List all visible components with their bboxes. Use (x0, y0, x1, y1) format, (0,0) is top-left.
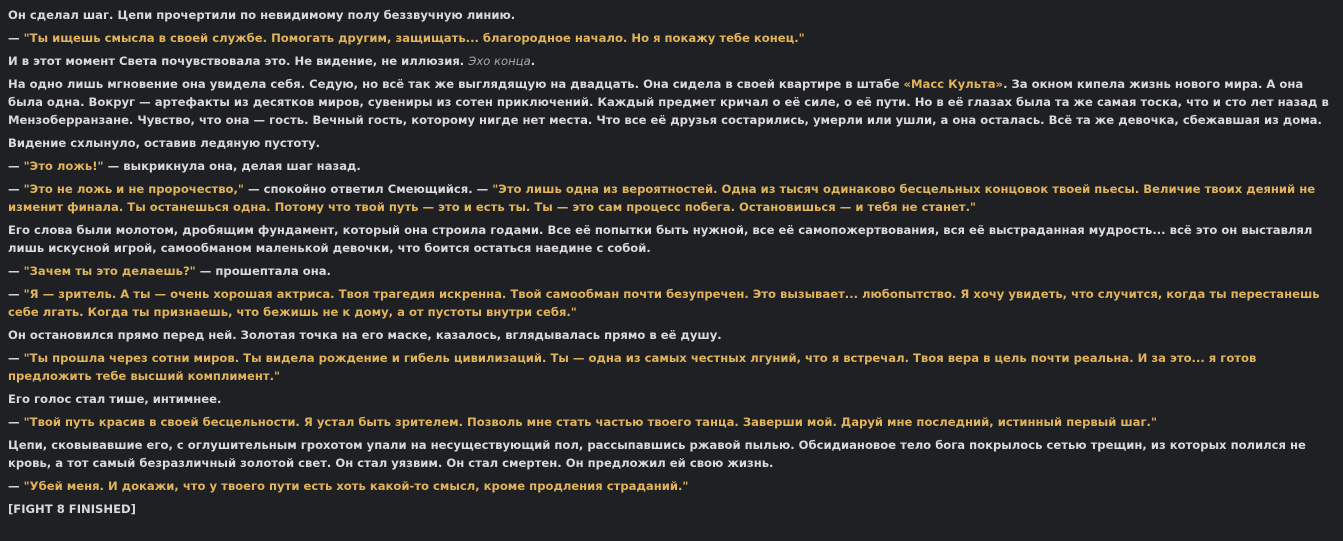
dialog-dash: — (8, 287, 24, 301)
dialogue-quote: "Я — зритель. А ты — очень хорошая актриса. Твоя трагедия искренна. Твой самообман почти безупречен. Это вызывает... любопытство. Я хочу увидеть, что случится, когда ты перестанешь себе лгать. Когда ты признаешь, что бежишь не к дому, а от пустоты внутри себя." (8, 287, 1320, 319)
paragraph (8, 390, 1336, 408)
narration-text: — прошептала она. (195, 264, 331, 278)
narration-text: Видение схлынуло, оставив ледяную пустоту. (8, 136, 321, 150)
narration-text: . За окном кипела жизнь нового мира. А она была одна. Вокруг — артефакты из десятков миров, сувениры из сотен приключений. Каждый предмет кричал о её силе, о её пути. Но в её глазах была та же самая тоска, что и сто лет назад в Мензоберранзане. Чувство, что она — гость. Вечный гость, которому нигде нет места. Что все её друзья состарились, умерли или ушли, а она осталась. Всё та же девочка, сбежавшая из дома. (8, 77, 1329, 127)
dialogue-quote: "Это ложь!" (23, 159, 104, 173)
narration-text: На одно лишь мгновение она увидела себя. Седую, но всё так же выглядящую на двадцать. Она сидела в своей квартире в штабе (8, 77, 904, 91)
paragraph (8, 285, 1336, 321)
narration-text: Его слова были молотом, дробящим фундамент, который она строила годами. Все её попытки быть нужной, все её самопожертвования, вся её выстраданная мудрость... всё это он выставлял лишь искусной игрой, самообманом маленькой девочки, что боится остаться наедине с собой. (8, 223, 1313, 255)
paragraph (8, 6, 1336, 24)
paragraph (8, 157, 1336, 175)
paragraph (8, 413, 1336, 431)
narration-text: — спокойно ответил Смеющийся. — (243, 182, 493, 196)
dialog-dash: — (8, 159, 24, 173)
organization-name: «Масс Культа» (903, 77, 1004, 91)
dialog-dash: — (8, 182, 24, 196)
emphasis-text: Эхо конца (468, 54, 531, 68)
fight-status: [FIGHT 8 FINISHED] (8, 502, 136, 516)
paragraph (8, 436, 1336, 472)
paragraph (8, 134, 1336, 152)
dialogue-quote: "Убей меня. И докажи, что у твоего пути есть хоть какой-то смысл, кроме продления страданий." (23, 479, 689, 493)
narration-text: — выкрикнула она, делая шаг назад. (103, 159, 361, 173)
story-text (8, 6, 1336, 523)
dialog-dash: — (8, 415, 24, 429)
dialogue-quote: "Ты прошла через сотни миров. Ты видела рождение и гибель цивилизаций. Ты — одна из самых честных лгуний, что я встречал. Твоя вера в цель почти реальна. И за это... я готов предложить тебе высший комплимент." (8, 351, 1257, 383)
paragraph (8, 221, 1336, 257)
paragraph (8, 52, 1336, 70)
dialog-dash: — (8, 31, 24, 45)
narration-text: Цепи, сковывавшие его, с оглушительным грохотом упали на несуществующий пол, рассыпавшись ржавой пылью. Обсидиановое тело бога покрылось сетью трещин, из которых полился не кровь, а тот самый безразличный золотой свет. Он стал уязвим. Он стал смертен. Он предложил ей свою жизнь. (8, 438, 1306, 470)
paragraph (8, 477, 1336, 495)
paragraph (8, 180, 1336, 216)
narration-text: И в этот момент Света почувствовала это. Не видение, не иллюзия. (8, 54, 469, 68)
paragraph (8, 326, 1336, 344)
dialogue-quote: "Твой путь красив в своей бесцельности. Я устал быть зрителем. Позволь мне стать частью твоего танца. Заверши мой. Даруй мне последний, истинный первый шаг." (23, 415, 1157, 429)
dialog-dash: — (8, 351, 24, 365)
dialog-dash: — (8, 264, 24, 278)
narration-text: Он сделал шаг. Цепи прочертили по невидимому полу беззвучную линию. (8, 8, 516, 22)
dialogue-quote: "Зачем ты это делаешь?" (23, 264, 196, 278)
dialogue-quote: "Это лишь одна из вероятностей. Одна из тысяч одинаково бесцельных концовок твоей пьесы. Величие твоих деяний не изменит финала. Ты останешься одна. Потому что твой путь — это и есть ты. Ты — это сам процесс побега. Остановишься — и тебя не станет." (8, 182, 1316, 214)
dialogue-quote: "Ты ищешь смысла в своей службе. Помогать другим, защищать... благородное начало. Но я покажу тебе конец." (23, 31, 805, 45)
dialog-dash: — (8, 479, 24, 493)
paragraph (8, 29, 1336, 47)
narration-text: Его голос стал тише, интимнее. (8, 392, 222, 406)
paragraph (8, 75, 1336, 129)
dialogue-quote: "Это не ложь и не пророчество," (23, 182, 244, 196)
narration-text: . (530, 54, 536, 68)
status-line (8, 500, 1336, 518)
paragraph (8, 349, 1336, 385)
paragraph (8, 262, 1336, 280)
narration-text: Он остановился прямо перед ней. Золотая точка на его маске, казалось, вглядывалась прямо в её душу. (8, 328, 722, 342)
